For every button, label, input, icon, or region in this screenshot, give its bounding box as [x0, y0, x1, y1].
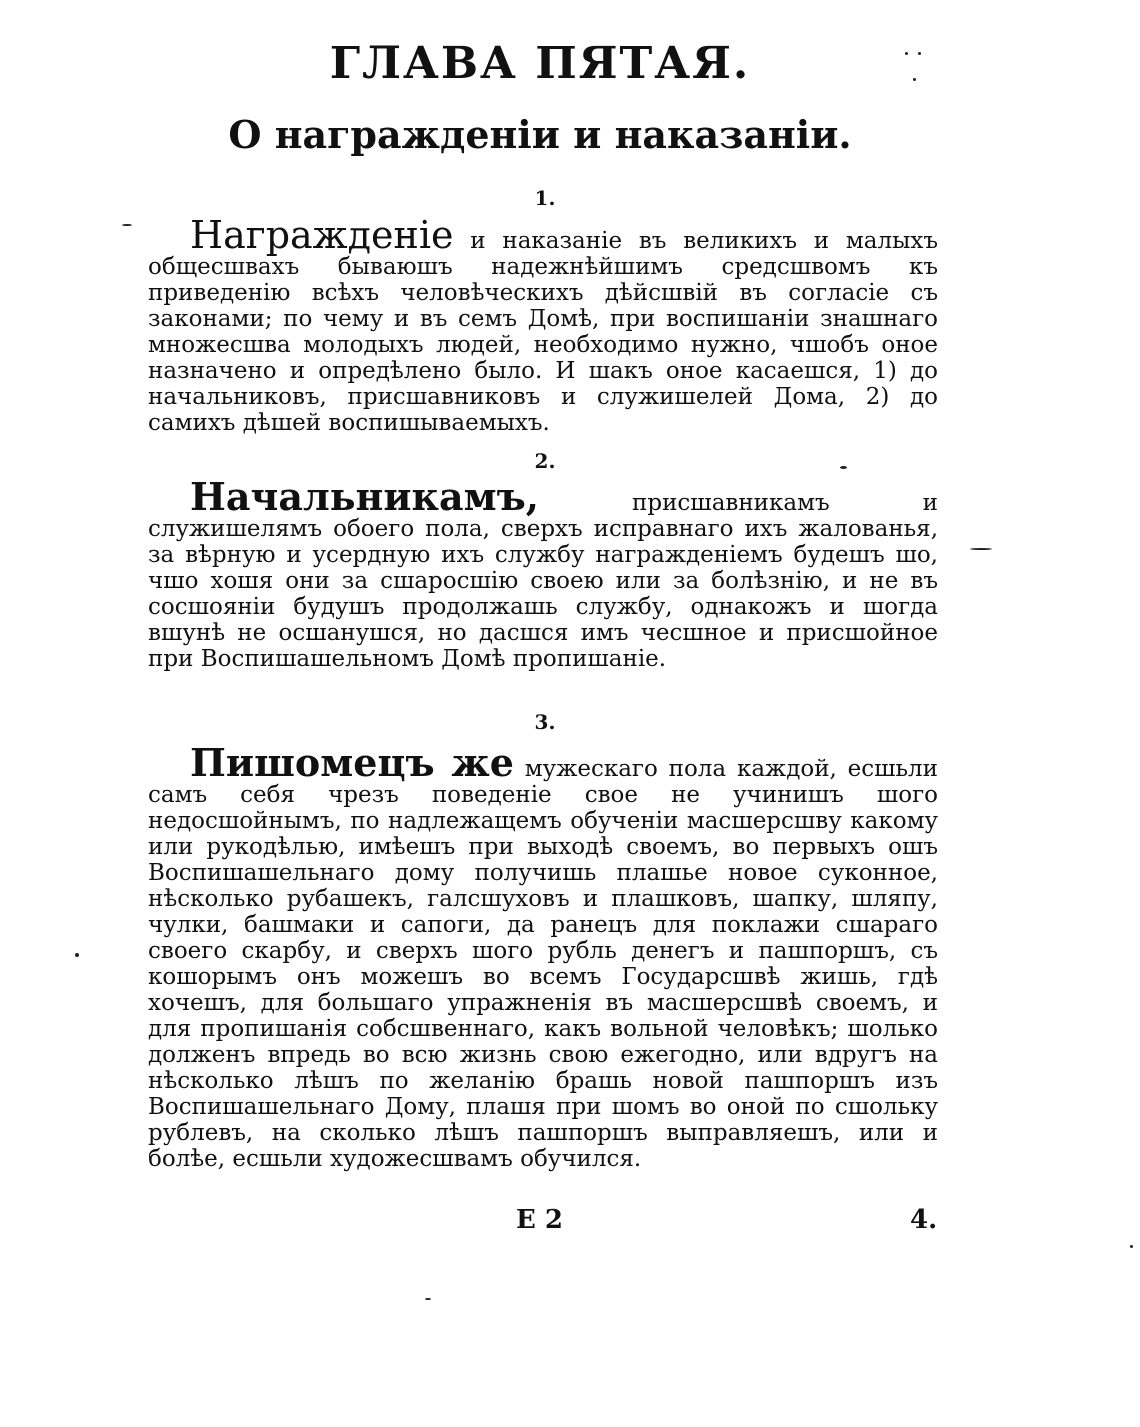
scan-speck	[425, 1298, 431, 1300]
scan-speck	[913, 78, 916, 81]
scan-speck	[970, 548, 992, 550]
scan-speck	[840, 466, 847, 469]
scan-speck	[1130, 1245, 1133, 1248]
scan-speck	[918, 52, 921, 55]
section-number: 1.	[534, 186, 556, 210]
paragraph-text: и наказаніе въ великихъ и малыхъ общесшвахъ бываюшъ надежнѣйшимъ средсшвомъ къ приведенію всѣхъ человѣческихъ дѣйсшвій въ согласіе съ законами; по чему и въ семъ Домѣ, при воспишаніи знашнаго множесшва молодыхъ людей, необходимо нужно, чшобъ оное назначено и опредѣлено было. И шакъ оное касаешся, 1) до начальниковъ, присшавниковъ и служишелей Дома, 2) до самихъ дѣшей воспишываемыхъ.	[148, 228, 938, 436]
catchword: 4.	[910, 1205, 938, 1235]
chapter-title: ГЛАВА ПЯТАЯ.	[329, 38, 751, 89]
paragraph	[148, 740, 938, 1172]
paragraph-lead-word: Начальникамъ,	[190, 474, 539, 519]
paragraph-lead-word: Награжденіе	[190, 213, 454, 257]
paragraph-text: присшавникамъ и служишелямъ обоего пола, сверхъ исправнаго ихъ жалованья, за вѣрную и усердную ихъ службу награжденіемъ будешъ шо, чшо хошя они за сшаросшію своею или за болѣзнію, и не въ сосшояніи будушъ продолжашь службу, однакожъ и шогда вшунѣ не осшанушся, но дасшся имъ чесшное и присшойное при Воспишашельномъ Домѣ пропишаніе.	[148, 490, 938, 672]
paragraph	[148, 213, 938, 436]
scan-speck	[905, 52, 908, 55]
section-number: 3.	[534, 710, 556, 734]
chapter-subtitle: О награжденіи и наказаніи.	[228, 112, 852, 157]
scan-speck	[122, 224, 132, 226]
scan-speck	[75, 953, 79, 957]
signature-mark: Е 2	[516, 1205, 563, 1235]
paragraph-lead-word: Пишомецъ же	[190, 740, 514, 785]
section-number: 2.	[534, 449, 556, 473]
paragraph	[148, 474, 938, 672]
paragraph-text: мужескаго пола каждой, есшьли самъ себя чрезъ поведеніе свое не учинишъ шого недосшойнымъ, по надлежащемъ обученіи масшерсшву какому или рукодѣлью, имѣешъ при выходѣ своемъ, во первыхъ ошъ Воспишашельнаго дому получишь плашье новое суконное, нѣсколько рубашекъ, галсшуховъ и плашковъ, шапку, шляпу, чулки, башмаки и сапоги, да ранецъ для поклажи сшараго своего скарбу, и сверхъ шого рубль денегъ и пашпоршъ, съ кошорымъ онъ можешъ во всемъ Государсшвѣ жишь, гдѣ хочешъ, для большаго упражненія въ масшерсшвѣ своемъ, и для пропишанія собсшвеннаго, какъ вольной человѣкъ; шолько долженъ впредь во всю жизнь свою ежегодно, или вдругъ на нѣсколько лѣшъ по желанію брашь новой пашпоршъ изъ Воспишашельнаго Дому, плашя при шомъ во оной по сшольку рублевъ, на сколько лѣшъ пашпоршъ выправляешъ, или и болѣе, есшьли художесшвамъ обучился.	[148, 756, 938, 1172]
